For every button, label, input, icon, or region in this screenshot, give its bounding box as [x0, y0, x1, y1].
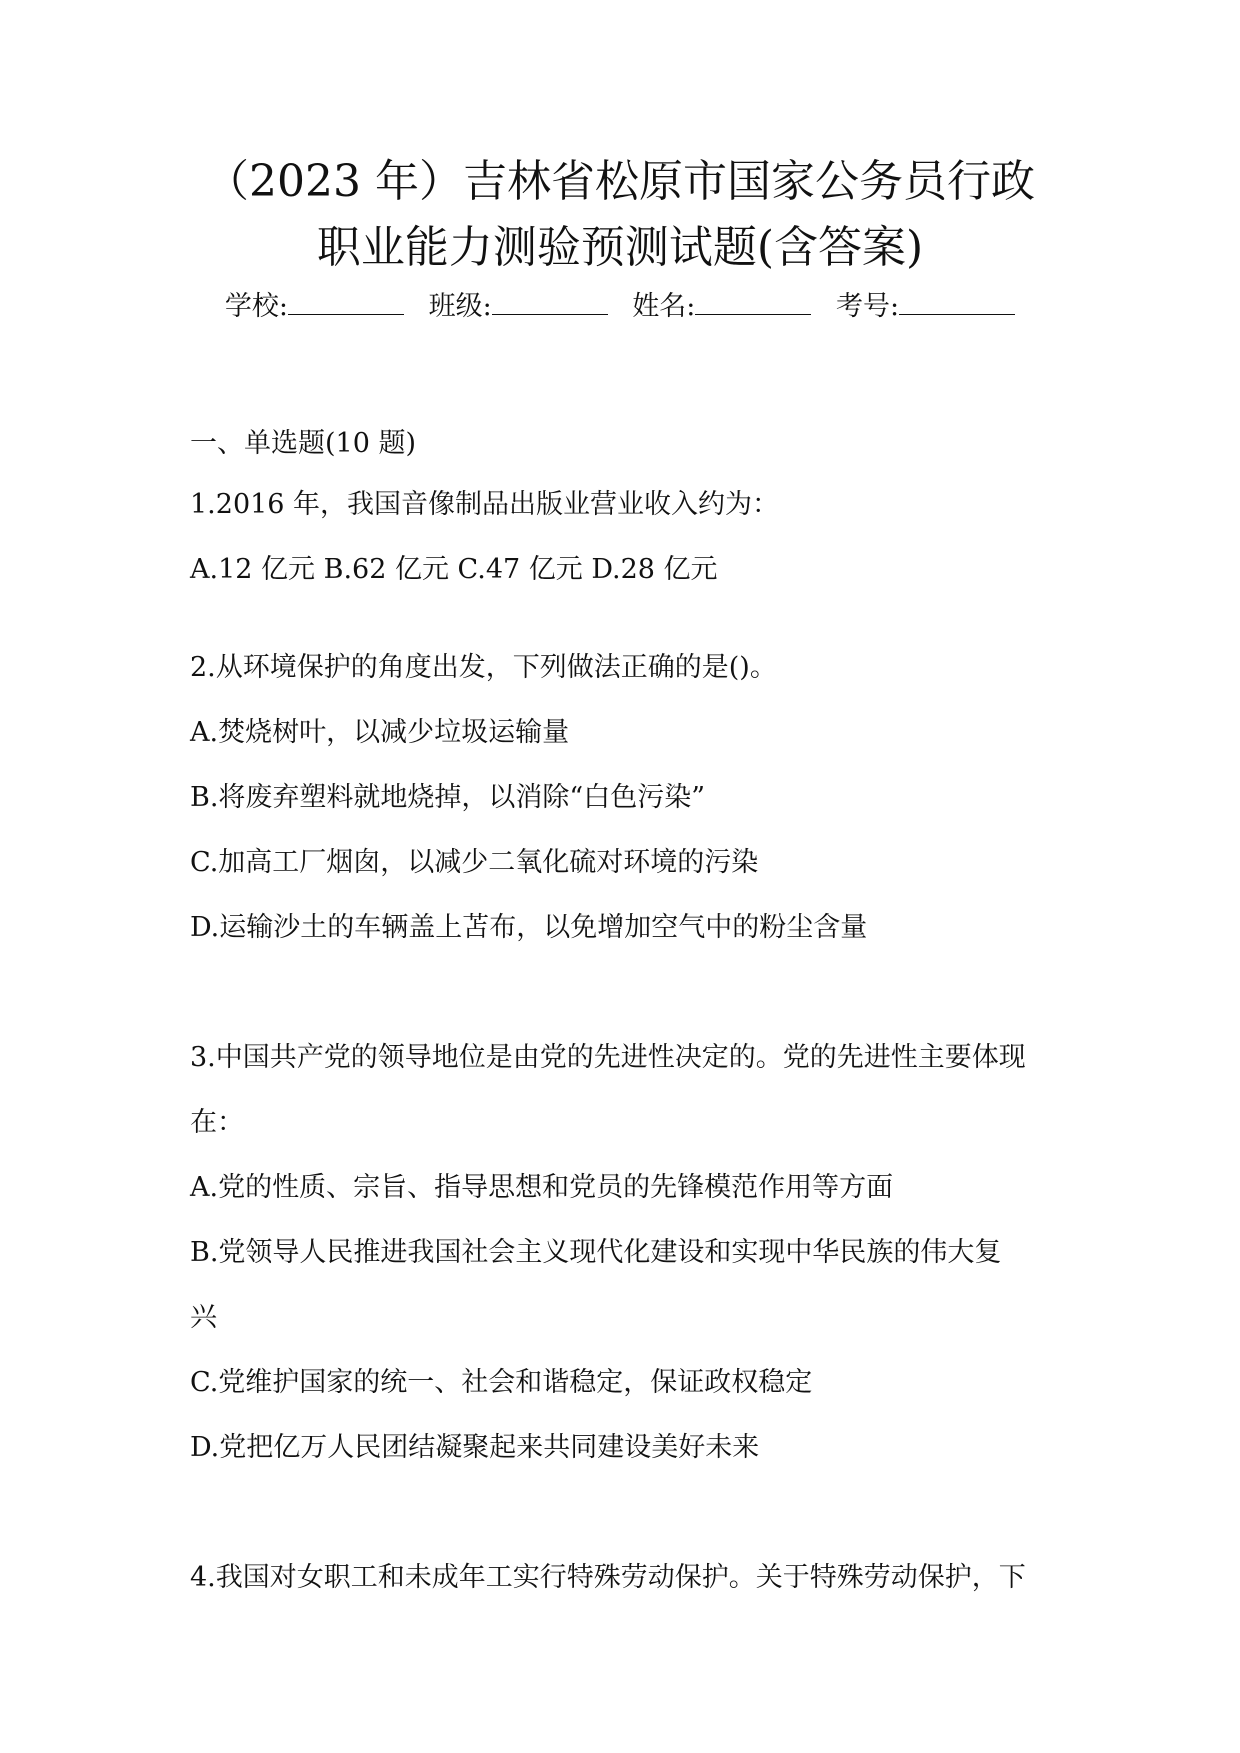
name-field — [632, 290, 811, 324]
class-field — [429, 290, 608, 324]
question-3-option-a: A.党的性质、宗旨、指导思想和党员的先锋模范作用等方面 — [190, 1172, 894, 1203]
school-label: 学校: — [224, 291, 288, 322]
student-info-fields — [0, 290, 1240, 324]
class-blank — [492, 292, 608, 315]
question-3-option-c: C.党维护国家的统一、社会和谐稳定，保证政权稳定 — [190, 1367, 813, 1398]
question-2-option-a: A.焚烧树叶，以减少垃圾运输量 — [190, 717, 570, 748]
question-3-stem-line-1: 3.中国共产党的领导地位是由党的先进性决定的。党的先进性主要体现 — [190, 1042, 1026, 1073]
exam-number-label: 考号: — [836, 291, 900, 322]
class-label: 班级: — [428, 291, 492, 322]
exam-number-field — [836, 290, 1015, 324]
question-2-stem: 2.从环境保护的角度出发，下列做法正确的是()。 — [190, 652, 777, 683]
name-label: 姓名: — [632, 291, 696, 322]
question-3-option-b: B.党领导人民推进我国社会主义现代化建设和实现中华民族的伟大复 — [190, 1237, 1002, 1268]
question-4-stem-line-1: 4.我国对女职工和未成年工实行特殊劳动保护。关于特殊劳动保护，下 — [190, 1562, 1026, 1593]
question-3-option-b-continued: 兴 — [190, 1302, 217, 1333]
school-field — [225, 290, 404, 324]
question-1-stem: 1.2016 年，我国音像制品出版业营业收入约为： — [190, 489, 780, 520]
name-blank — [695, 292, 811, 315]
question-2-option-c: C.加高工厂烟囱，以减少二氧化硫对环境的污染 — [190, 847, 759, 878]
question-2-option-d: D.运输沙土的车辆盖上苫布，以免增加空气中的粉尘含量 — [190, 912, 868, 943]
question-3-option-d: D.党把亿万人民团结凝聚起来共同建设美好未来 — [190, 1432, 760, 1463]
section-heading: 一、单选题(10 题) — [190, 428, 417, 459]
question-2-option-b: B.将废弃塑料就地烧掉，以消除“白色污染” — [190, 782, 706, 813]
document-title-line-1: （2023 年）吉林省松原市国家公务员行政 — [205, 156, 1035, 207]
exam-number-blank — [899, 292, 1015, 315]
question-1-options: A.12 亿元 B.62 亿元 C.47 亿元 D.28 亿元 — [190, 554, 718, 585]
question-3-stem-line-2: 在： — [190, 1107, 244, 1138]
document-title-line-2: 职业能力测验预测试题(含答案) — [316, 222, 924, 273]
school-blank — [288, 292, 404, 315]
